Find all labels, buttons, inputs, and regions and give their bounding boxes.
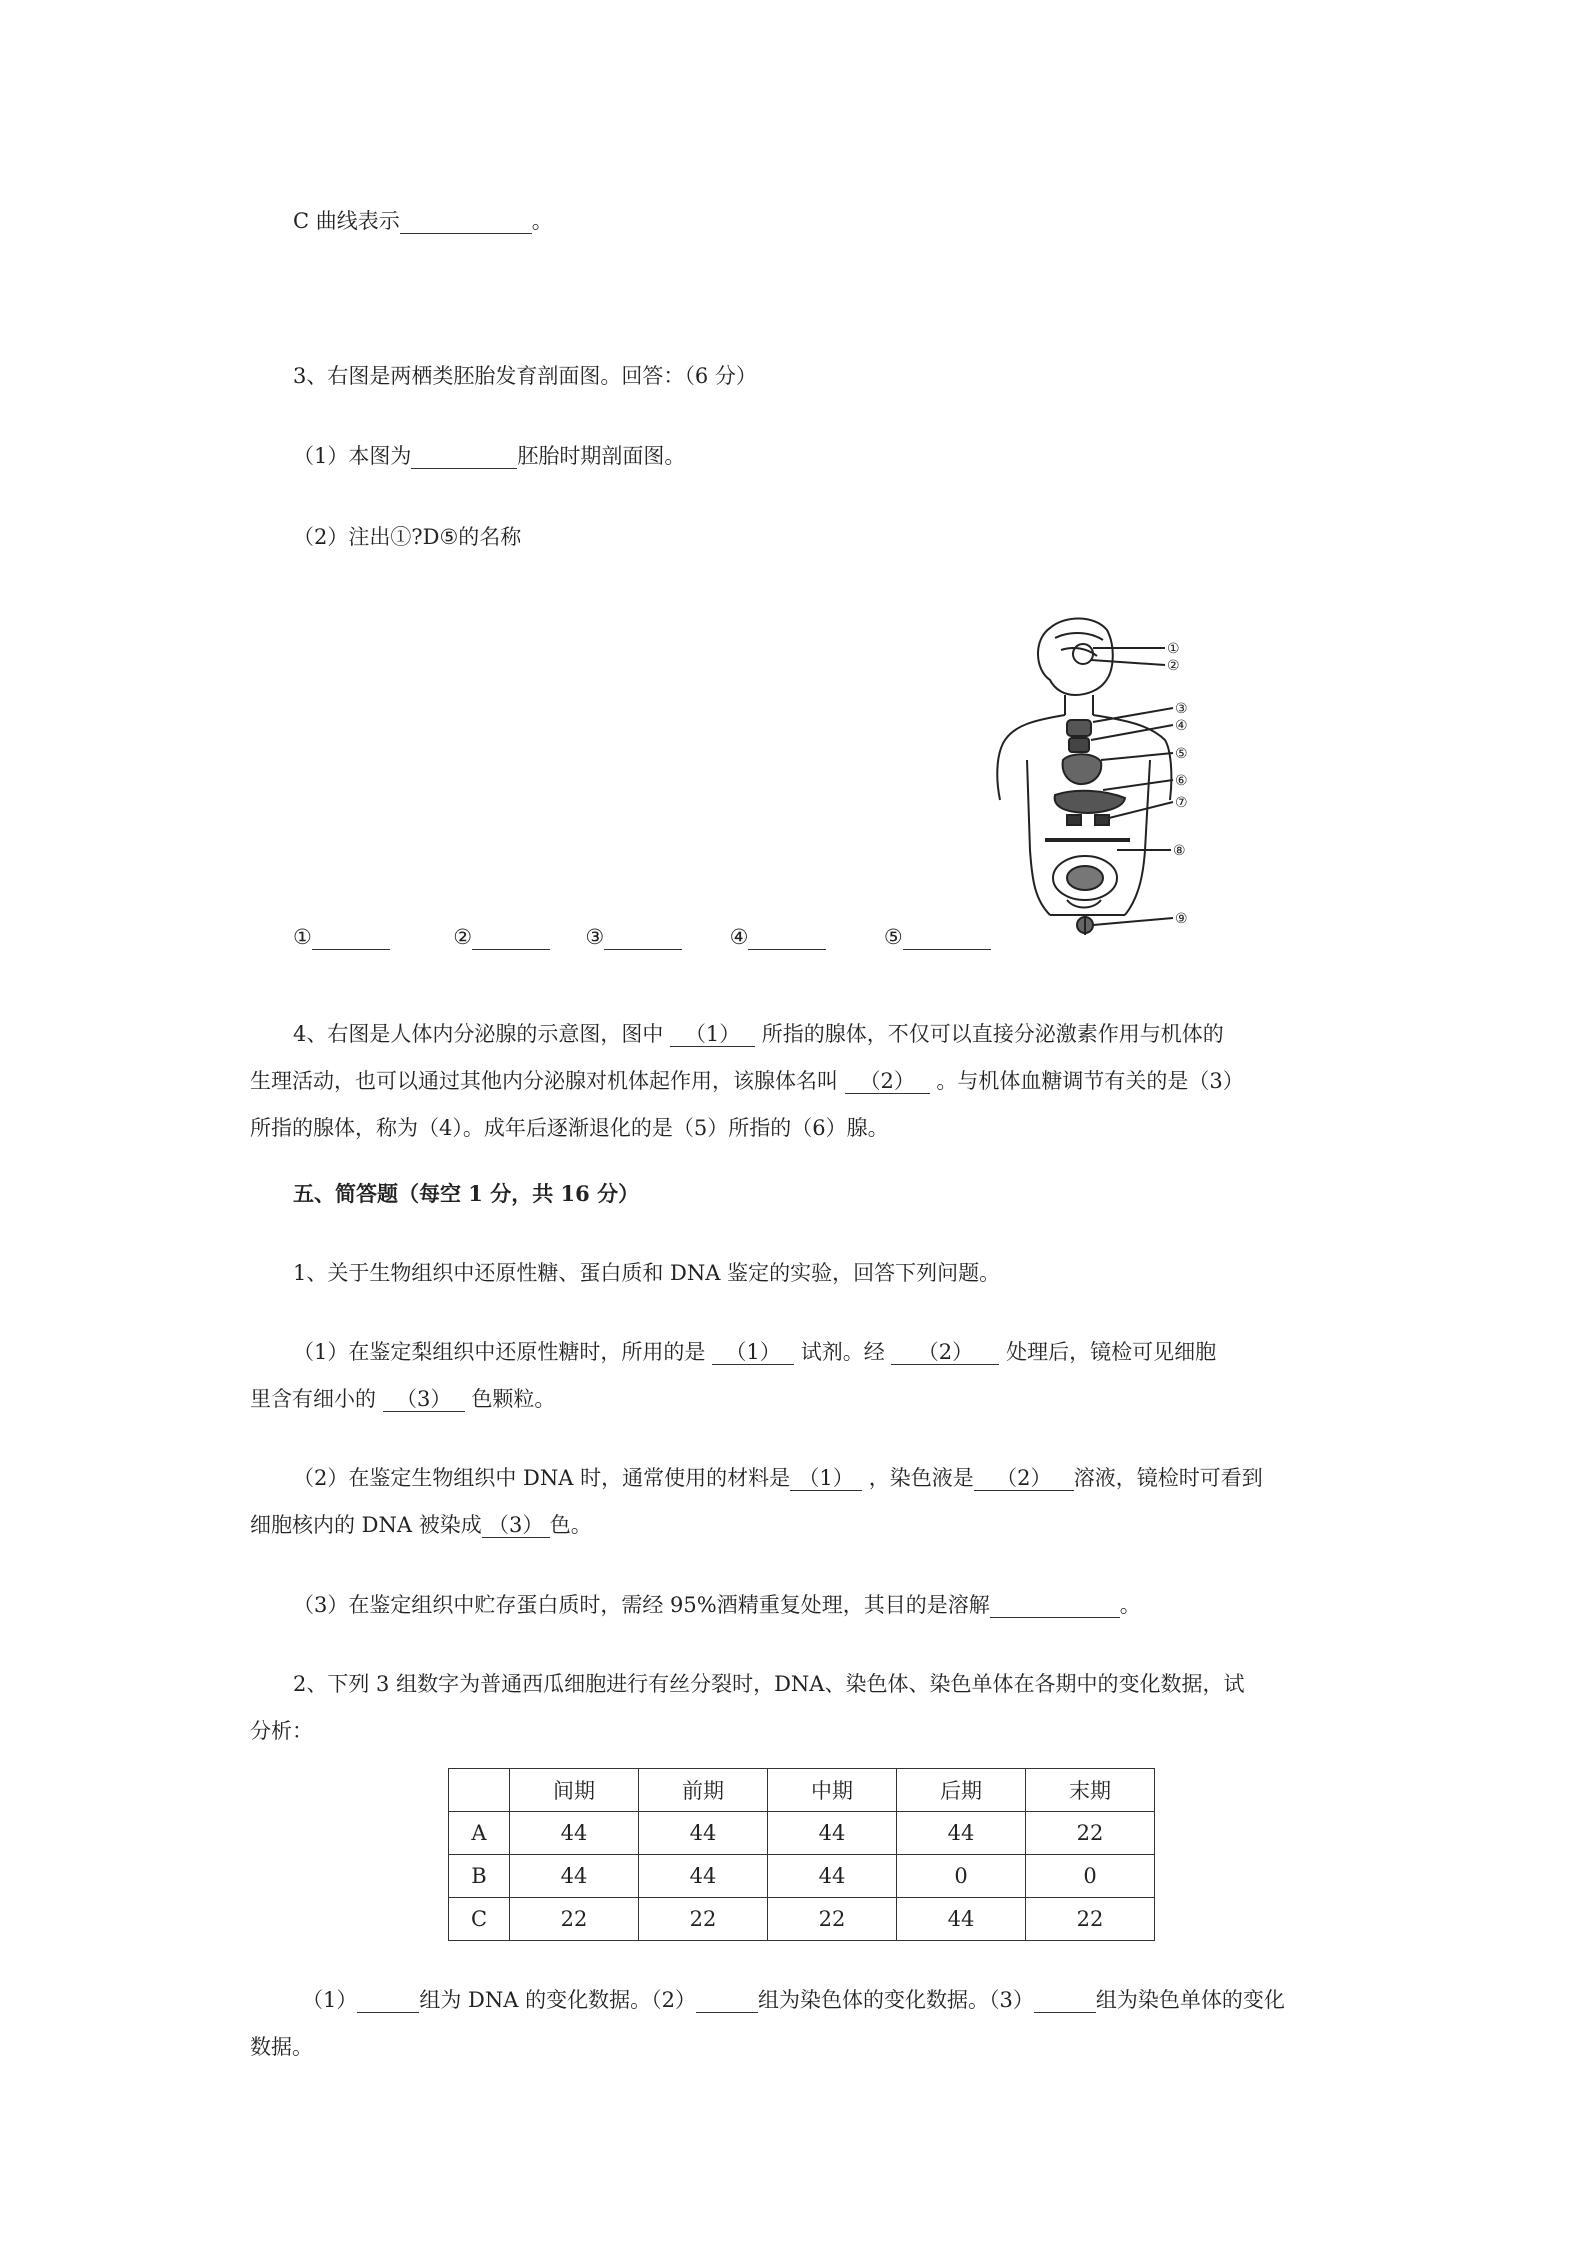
q3-part1 <box>293 441 685 471</box>
section-5-title: 五、简答题（每空 1 分，共 16 分） <box>293 1181 640 1206</box>
s5q1-text: 色颗粒。 <box>464 1387 556 1411</box>
s5q1-part1-line1 <box>293 1337 1216 1367</box>
table-header-cell: 中期 <box>768 1769 897 1812</box>
answer-blank[interactable]: （3） <box>482 1513 550 1538</box>
s5q1-text: 试剂。经 <box>794 1340 892 1364</box>
table-header-cell: 末期 <box>1026 1769 1155 1812</box>
q3-part1-text: （1）本图为 <box>293 444 412 468</box>
answer-blank[interactable] <box>411 444 517 469</box>
s5q1-title: 1、关于生物组织中还原性糖、蛋白质和 DNA 鉴定的实验，回答下列问题。 <box>293 1261 1001 1285</box>
q4-text: 4、右图是人体内分泌腺的示意图，图中 <box>293 1022 671 1046</box>
blank-label-2: ② <box>453 925 473 949</box>
figure-label-1: ① <box>1167 641 1180 657</box>
blank-label-3: ③ <box>585 925 605 949</box>
table-row <box>449 1855 1155 1898</box>
s5q2-text: （1） <box>302 1988 358 2012</box>
q4-text: 生理活动，也可以通过其他内分泌腺对机体起作用，该腺体名叫 <box>250 1069 845 1093</box>
s5q1-part3 <box>293 1590 1141 1620</box>
q3-name-blanks <box>293 922 991 952</box>
blank-label-1: ① <box>293 925 312 949</box>
s5q1-text: 里含有细小的 <box>250 1387 383 1411</box>
s5q2-text: 组为 DNA 的变化数据。（2） <box>419 1988 696 2012</box>
q2-curve-c-line <box>293 206 553 236</box>
q2-curve-c-text: C 曲线表示 <box>293 209 400 233</box>
answer-blank[interactable]: （1） <box>712 1340 794 1365</box>
table-cell: 22 <box>639 1898 768 1941</box>
answer-blank[interactable]: （3） <box>383 1387 465 1412</box>
s5q1-text: （1）在鉴定梨组织中还原性糖时，所用的是 <box>293 1340 713 1364</box>
answer-blank[interactable]: （2） <box>891 1340 999 1365</box>
table-cell: A <box>449 1812 510 1855</box>
s5q1-part2-line1 <box>293 1463 1263 1493</box>
mitosis-data-table <box>448 1768 1155 1941</box>
blank-label-5: ⑤ <box>883 925 903 949</box>
table-cell: 44 <box>768 1812 897 1855</box>
figure-label-5: ⑤ <box>1175 746 1188 762</box>
q4-line-3: 所指的腺体，称为（4）。成年后逐渐退化的是（5）所指的（6）腺。 <box>250 1116 889 1140</box>
s5q1-text: 细胞核内的 DNA 被染成 <box>250 1513 482 1537</box>
figure-label-3: ③ <box>1175 701 1188 717</box>
table-header-cell <box>449 1769 510 1812</box>
q4-text: 。与机体血糖调节有关的是（3） <box>929 1069 1244 1093</box>
s5q1-text: 处理后，镜检可见细胞 <box>999 1340 1217 1364</box>
figure-label-9: ⑨ <box>1175 911 1188 927</box>
table-header-row <box>449 1769 1155 1812</box>
s5q2-answer-line-1 <box>302 1985 1285 2015</box>
table-cell: B <box>449 1855 510 1898</box>
answer-blank[interactable]: （1） <box>790 1466 862 1491</box>
table-cell: 44 <box>768 1855 897 1898</box>
table-cell: C <box>449 1898 510 1941</box>
s5q2-text: 组为染色体的变化数据。（3） <box>757 1988 1034 2012</box>
answer-blank[interactable]: （2） <box>974 1466 1074 1491</box>
figure-label-4: ④ <box>1175 718 1188 734</box>
table-cell: 44 <box>897 1812 1026 1855</box>
q4-text: 所指的腺体，不仅可以直接分泌激素作用与机体的 <box>755 1022 1224 1046</box>
table-cell: 22 <box>1026 1812 1155 1855</box>
q3-part1-suffix: 胚胎时期剖面图。 <box>517 444 686 468</box>
table-cell: 0 <box>897 1855 1026 1898</box>
s5q1-text: 溶液，镜检时可看到 <box>1073 1466 1263 1490</box>
table-row <box>449 1812 1155 1855</box>
answer-blank[interactable]: （2） <box>845 1069 930 1094</box>
table-cell: 44 <box>510 1855 639 1898</box>
period: 。 <box>1119 1593 1141 1617</box>
answer-blank[interactable] <box>604 925 682 950</box>
answer-blank[interactable] <box>748 925 826 950</box>
blank-label-4: ④ <box>729 925 749 949</box>
figure-label-2: ② <box>1167 658 1180 674</box>
answer-blank[interactable] <box>1034 1988 1096 2013</box>
answer-blank[interactable] <box>472 925 550 950</box>
table-cell: 44 <box>510 1812 639 1855</box>
answer-blank[interactable] <box>696 1988 758 2013</box>
table-row <box>449 1898 1155 1941</box>
figure-label-8: ⑧ <box>1173 843 1186 859</box>
table-cell: 44 <box>639 1855 768 1898</box>
q3-part2: （2）注出①?D⑤的名称 <box>293 525 522 549</box>
q3-title: 3、右图是两栖类胚胎发育剖面图。回答：（6 分） <box>293 364 757 388</box>
answer-blank[interactable]: （1） <box>670 1022 755 1047</box>
endocrine-gland-figure <box>975 610 1225 950</box>
s5q2-answer-line-2: 数据。 <box>250 2035 313 2059</box>
s5q1-text: （2）在鉴定生物组织中 DNA 时，通常使用的材料是 <box>293 1466 791 1490</box>
s5q2-line-1: 2、下列 3 组数字为普通西瓜细胞进行有丝分裂时，DNA、染色体、染色单体在各期中的变化数据，试 <box>293 1672 1245 1696</box>
s5q2-line-2: 分析： <box>250 1719 313 1743</box>
s5q1-part1-line2 <box>250 1384 555 1414</box>
table-cell: 0 <box>1026 1855 1155 1898</box>
s5q1-text: 色。 <box>549 1513 592 1537</box>
s5q2-text: 组为染色单体的变化 <box>1095 1988 1285 2012</box>
table-cell: 44 <box>639 1812 768 1855</box>
table-cell: 44 <box>897 1898 1026 1941</box>
table-cell: 22 <box>1026 1898 1155 1941</box>
s5q1-text: （3）在鉴定组织中贮存蛋白质时，需经 95%酒精重复处理，其目的是溶解 <box>293 1593 990 1617</box>
answer-blank[interactable] <box>400 209 532 234</box>
answer-blank[interactable] <box>312 925 390 950</box>
figure-label-7: ⑦ <box>1175 795 1188 811</box>
table-cell: 22 <box>510 1898 639 1941</box>
answer-blank[interactable] <box>357 1988 419 2013</box>
period: 。 <box>531 209 553 233</box>
q4-line-1 <box>293 1019 1224 1049</box>
figure-label-6: ⑥ <box>1175 773 1188 789</box>
answer-blank[interactable] <box>990 1593 1120 1618</box>
table-header-cell: 前期 <box>639 1769 768 1812</box>
s5q1-part2-line2 <box>250 1510 592 1540</box>
s5q1-text: ，染色液是 <box>862 1466 974 1490</box>
table-header-cell: 后期 <box>897 1769 1026 1812</box>
table-cell: 22 <box>768 1898 897 1941</box>
q4-line-2 <box>250 1066 1244 1096</box>
table-header-cell: 间期 <box>510 1769 639 1812</box>
